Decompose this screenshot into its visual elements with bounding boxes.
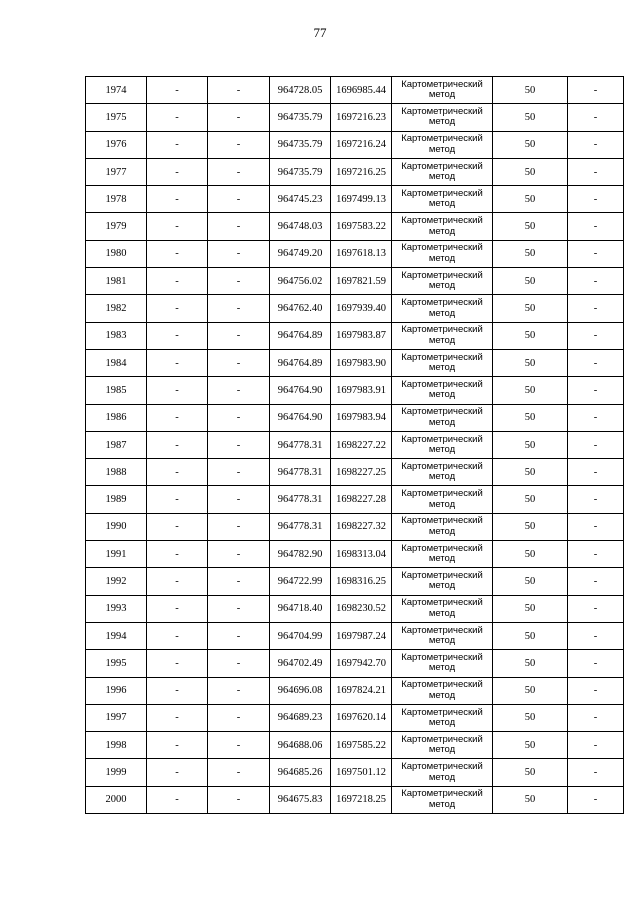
y-coordinate-cell: 1697499.13 [331, 186, 392, 213]
method-cell: Картометрический метод [392, 131, 493, 158]
empty-cell: - [147, 541, 208, 568]
method-cell: Картометрический метод [392, 404, 493, 431]
table-row [86, 622, 624, 649]
x-coordinate-cell: 964756.02 [270, 268, 331, 295]
table-row [86, 650, 624, 677]
x-coordinate-cell: 964702.49 [270, 650, 331, 677]
page-number: 77 [313, 25, 327, 40]
x-coordinate-cell: 964688.06 [270, 732, 331, 759]
table-row [86, 541, 624, 568]
empty-cell: - [208, 541, 270, 568]
accuracy-cell: 50 [493, 349, 568, 376]
x-coordinate-cell: 964764.89 [270, 349, 331, 376]
accuracy-cell: 50 [493, 295, 568, 322]
note-cell: - [568, 595, 624, 622]
empty-cell: - [208, 104, 270, 131]
point-number-cell: 1974 [86, 77, 147, 104]
table-row [86, 186, 624, 213]
x-coordinate-cell: 964718.40 [270, 595, 331, 622]
point-number-cell: 1999 [86, 759, 147, 786]
y-coordinate-cell: 1698313.04 [331, 541, 392, 568]
table-row [86, 486, 624, 513]
method-cell: Картометрический метод [392, 650, 493, 677]
y-coordinate-cell: 1697939.40 [331, 295, 392, 322]
empty-cell: - [208, 268, 270, 295]
accuracy-cell: 50 [493, 158, 568, 185]
x-coordinate-cell: 964764.89 [270, 322, 331, 349]
accuracy-cell: 50 [493, 322, 568, 349]
note-cell: - [568, 295, 624, 322]
method-cell: Картометрический метод [392, 786, 493, 813]
y-coordinate-cell: 1697216.23 [331, 104, 392, 131]
y-coordinate-cell: 1697983.87 [331, 322, 392, 349]
empty-cell: - [208, 295, 270, 322]
empty-cell: - [208, 377, 270, 404]
table-row [86, 431, 624, 458]
x-coordinate-cell: 964778.31 [270, 431, 331, 458]
point-number-cell: 1978 [86, 186, 147, 213]
x-coordinate-cell: 964778.31 [270, 486, 331, 513]
x-coordinate-cell: 964696.08 [270, 677, 331, 704]
method-cell: Картометрический метод [392, 431, 493, 458]
note-cell: - [568, 650, 624, 677]
table-row [86, 677, 624, 704]
note-cell: - [568, 349, 624, 376]
point-number-cell: 1981 [86, 268, 147, 295]
y-coordinate-cell: 1698227.22 [331, 431, 392, 458]
point-number-cell: 1982 [86, 295, 147, 322]
note-cell: - [568, 240, 624, 267]
x-coordinate-cell: 964735.79 [270, 158, 331, 185]
table-row [86, 786, 624, 813]
empty-cell: - [147, 268, 208, 295]
empty-cell: - [147, 295, 208, 322]
point-number-cell: 1984 [86, 349, 147, 376]
point-number-cell: 1996 [86, 677, 147, 704]
accuracy-cell: 50 [493, 77, 568, 104]
method-cell: Картометрический метод [392, 459, 493, 486]
y-coordinate-cell: 1697501.12 [331, 759, 392, 786]
table-row [86, 377, 624, 404]
point-number-cell: 1998 [86, 732, 147, 759]
method-cell: Картометрический метод [392, 349, 493, 376]
note-cell: - [568, 377, 624, 404]
x-coordinate-cell: 964762.40 [270, 295, 331, 322]
method-cell: Картометрический метод [392, 541, 493, 568]
accuracy-cell: 50 [493, 786, 568, 813]
y-coordinate-cell: 1697216.24 [331, 131, 392, 158]
method-cell: Картометрический метод [392, 622, 493, 649]
empty-cell: - [147, 568, 208, 595]
x-coordinate-cell: 964778.31 [270, 513, 331, 540]
empty-cell: - [147, 377, 208, 404]
method-cell: Картометрический метод [392, 704, 493, 731]
method-cell: Картометрический метод [392, 486, 493, 513]
note-cell: - [568, 732, 624, 759]
y-coordinate-cell: 1697821.59 [331, 268, 392, 295]
empty-cell: - [147, 131, 208, 158]
y-coordinate-cell: 1697987.24 [331, 622, 392, 649]
method-cell: Картометрический метод [392, 186, 493, 213]
table-row [86, 349, 624, 376]
accuracy-cell: 50 [493, 622, 568, 649]
empty-cell: - [208, 732, 270, 759]
table-row [86, 213, 624, 240]
point-number-cell: 1976 [86, 131, 147, 158]
table-row [86, 513, 624, 540]
note-cell: - [568, 131, 624, 158]
table-row [86, 104, 624, 131]
empty-cell: - [147, 595, 208, 622]
empty-cell: - [208, 759, 270, 786]
y-coordinate-cell: 1697942.70 [331, 650, 392, 677]
point-number-cell: 1987 [86, 431, 147, 458]
point-number-cell: 1983 [86, 322, 147, 349]
x-coordinate-cell: 964689.23 [270, 704, 331, 731]
accuracy-cell: 50 [493, 377, 568, 404]
method-cell: Картометрический метод [392, 158, 493, 185]
x-coordinate-cell: 964748.03 [270, 213, 331, 240]
point-number-cell: 1980 [86, 240, 147, 267]
point-number-cell: 1992 [86, 568, 147, 595]
accuracy-cell: 50 [493, 595, 568, 622]
accuracy-cell: 50 [493, 759, 568, 786]
point-number-cell: 1997 [86, 704, 147, 731]
accuracy-cell: 50 [493, 568, 568, 595]
note-cell: - [568, 158, 624, 185]
y-coordinate-cell: 1697824.21 [331, 677, 392, 704]
point-number-cell: 1989 [86, 486, 147, 513]
y-coordinate-cell: 1697216.25 [331, 158, 392, 185]
point-number-cell: 1985 [86, 377, 147, 404]
empty-cell: - [208, 158, 270, 185]
empty-cell: - [208, 349, 270, 376]
table-row [86, 704, 624, 731]
accuracy-cell: 50 [493, 459, 568, 486]
empty-cell: - [208, 322, 270, 349]
method-cell: Картометрический метод [392, 104, 493, 131]
table-row [86, 732, 624, 759]
y-coordinate-cell: 1697618.13 [331, 240, 392, 267]
x-coordinate-cell: 964728.05 [270, 77, 331, 104]
x-coordinate-cell: 964749.20 [270, 240, 331, 267]
point-number-cell: 1991 [86, 541, 147, 568]
note-cell: - [568, 431, 624, 458]
note-cell: - [568, 541, 624, 568]
method-cell: Картометрический метод [392, 677, 493, 704]
method-cell: Картометрический метод [392, 759, 493, 786]
accuracy-cell: 50 [493, 131, 568, 158]
note-cell: - [568, 459, 624, 486]
y-coordinate-cell: 1698227.32 [331, 513, 392, 540]
empty-cell: - [147, 431, 208, 458]
x-coordinate-cell: 964764.90 [270, 377, 331, 404]
y-coordinate-cell: 1697983.90 [331, 349, 392, 376]
note-cell: - [568, 513, 624, 540]
method-cell: Картометрический метод [392, 513, 493, 540]
empty-cell: - [208, 622, 270, 649]
y-coordinate-cell: 1698227.28 [331, 486, 392, 513]
method-cell: Картометрический метод [392, 295, 493, 322]
empty-cell: - [147, 759, 208, 786]
point-number-cell: 1988 [86, 459, 147, 486]
note-cell: - [568, 77, 624, 104]
empty-cell: - [208, 77, 270, 104]
empty-cell: - [208, 404, 270, 431]
accuracy-cell: 50 [493, 650, 568, 677]
method-cell: Картометрический метод [392, 322, 493, 349]
empty-cell: - [208, 513, 270, 540]
accuracy-cell: 50 [493, 213, 568, 240]
empty-cell: - [147, 732, 208, 759]
empty-cell: - [147, 240, 208, 267]
x-coordinate-cell: 964745.23 [270, 186, 331, 213]
empty-cell: - [208, 595, 270, 622]
y-coordinate-cell: 1697583.22 [331, 213, 392, 240]
method-cell: Картометрический метод [392, 377, 493, 404]
empty-cell: - [208, 568, 270, 595]
x-coordinate-cell: 964764.90 [270, 404, 331, 431]
empty-cell: - [147, 459, 208, 486]
empty-cell: - [147, 513, 208, 540]
method-cell: Картометрический метод [392, 568, 493, 595]
point-number-cell: 1994 [86, 622, 147, 649]
note-cell: - [568, 404, 624, 431]
y-coordinate-cell: 1698230.52 [331, 595, 392, 622]
empty-cell: - [147, 622, 208, 649]
table-row [86, 268, 624, 295]
accuracy-cell: 50 [493, 677, 568, 704]
empty-cell: - [147, 677, 208, 704]
coordinates-table-body [86, 77, 624, 814]
note-cell: - [568, 486, 624, 513]
empty-cell: - [208, 459, 270, 486]
y-coordinate-cell: 1697983.91 [331, 377, 392, 404]
empty-cell: - [147, 213, 208, 240]
note-cell: - [568, 622, 624, 649]
empty-cell: - [208, 213, 270, 240]
accuracy-cell: 50 [493, 404, 568, 431]
empty-cell: - [208, 186, 270, 213]
note-cell: - [568, 268, 624, 295]
y-coordinate-cell: 1697620.14 [331, 704, 392, 731]
accuracy-cell: 50 [493, 186, 568, 213]
note-cell: - [568, 677, 624, 704]
empty-cell: - [208, 240, 270, 267]
note-cell: - [568, 704, 624, 731]
point-number-cell: 1990 [86, 513, 147, 540]
method-cell: Картометрический метод [392, 213, 493, 240]
empty-cell: - [147, 704, 208, 731]
table-row [86, 295, 624, 322]
point-number-cell: 1995 [86, 650, 147, 677]
table-row [86, 322, 624, 349]
coordinates-table [85, 76, 624, 814]
empty-cell: - [208, 677, 270, 704]
empty-cell: - [147, 650, 208, 677]
empty-cell: - [208, 431, 270, 458]
table-row [86, 568, 624, 595]
y-coordinate-cell: 1698316.25 [331, 568, 392, 595]
empty-cell: - [147, 786, 208, 813]
note-cell: - [568, 322, 624, 349]
empty-cell: - [208, 131, 270, 158]
method-cell: Картометрический метод [392, 595, 493, 622]
x-coordinate-cell: 964735.79 [270, 131, 331, 158]
accuracy-cell: 50 [493, 240, 568, 267]
x-coordinate-cell: 964782.90 [270, 541, 331, 568]
x-coordinate-cell: 964704.99 [270, 622, 331, 649]
x-coordinate-cell: 964735.79 [270, 104, 331, 131]
table-row [86, 459, 624, 486]
x-coordinate-cell: 964778.31 [270, 459, 331, 486]
x-coordinate-cell: 964722.99 [270, 568, 331, 595]
y-coordinate-cell: 1697218.25 [331, 786, 392, 813]
method-cell: Картометрический метод [392, 268, 493, 295]
point-number-cell: 2000 [86, 786, 147, 813]
table-row [86, 759, 624, 786]
method-cell: Картометрический метод [392, 77, 493, 104]
point-number-cell: 1986 [86, 404, 147, 431]
accuracy-cell: 50 [493, 268, 568, 295]
accuracy-cell: 50 [493, 732, 568, 759]
empty-cell: - [147, 186, 208, 213]
empty-cell: - [147, 486, 208, 513]
accuracy-cell: 50 [493, 704, 568, 731]
accuracy-cell: 50 [493, 431, 568, 458]
note-cell: - [568, 786, 624, 813]
empty-cell: - [147, 349, 208, 376]
accuracy-cell: 50 [493, 513, 568, 540]
table-row [86, 77, 624, 104]
method-cell: Картометрический метод [392, 240, 493, 267]
empty-cell: - [147, 104, 208, 131]
y-coordinate-cell: 1697585.22 [331, 732, 392, 759]
point-number-cell: 1975 [86, 104, 147, 131]
point-number-cell: 1993 [86, 595, 147, 622]
table-row [86, 595, 624, 622]
y-coordinate-cell: 1698227.25 [331, 459, 392, 486]
table-row [86, 158, 624, 185]
table-row [86, 404, 624, 431]
note-cell: - [568, 186, 624, 213]
x-coordinate-cell: 964685.26 [270, 759, 331, 786]
point-number-cell: 1979 [86, 213, 147, 240]
empty-cell: - [208, 786, 270, 813]
method-cell: Картометрический метод [392, 732, 493, 759]
empty-cell: - [208, 650, 270, 677]
note-cell: - [568, 213, 624, 240]
empty-cell: - [147, 158, 208, 185]
point-number-cell: 1977 [86, 158, 147, 185]
empty-cell: - [147, 77, 208, 104]
accuracy-cell: 50 [493, 541, 568, 568]
empty-cell: - [208, 486, 270, 513]
empty-cell: - [147, 404, 208, 431]
empty-cell: - [208, 704, 270, 731]
note-cell: - [568, 759, 624, 786]
table-row [86, 240, 624, 267]
y-coordinate-cell: 1696985.44 [331, 77, 392, 104]
y-coordinate-cell: 1697983.94 [331, 404, 392, 431]
note-cell: - [568, 568, 624, 595]
empty-cell: - [147, 322, 208, 349]
x-coordinate-cell: 964675.83 [270, 786, 331, 813]
accuracy-cell: 50 [493, 104, 568, 131]
table-row [86, 131, 624, 158]
accuracy-cell: 50 [493, 486, 568, 513]
note-cell: - [568, 104, 624, 131]
